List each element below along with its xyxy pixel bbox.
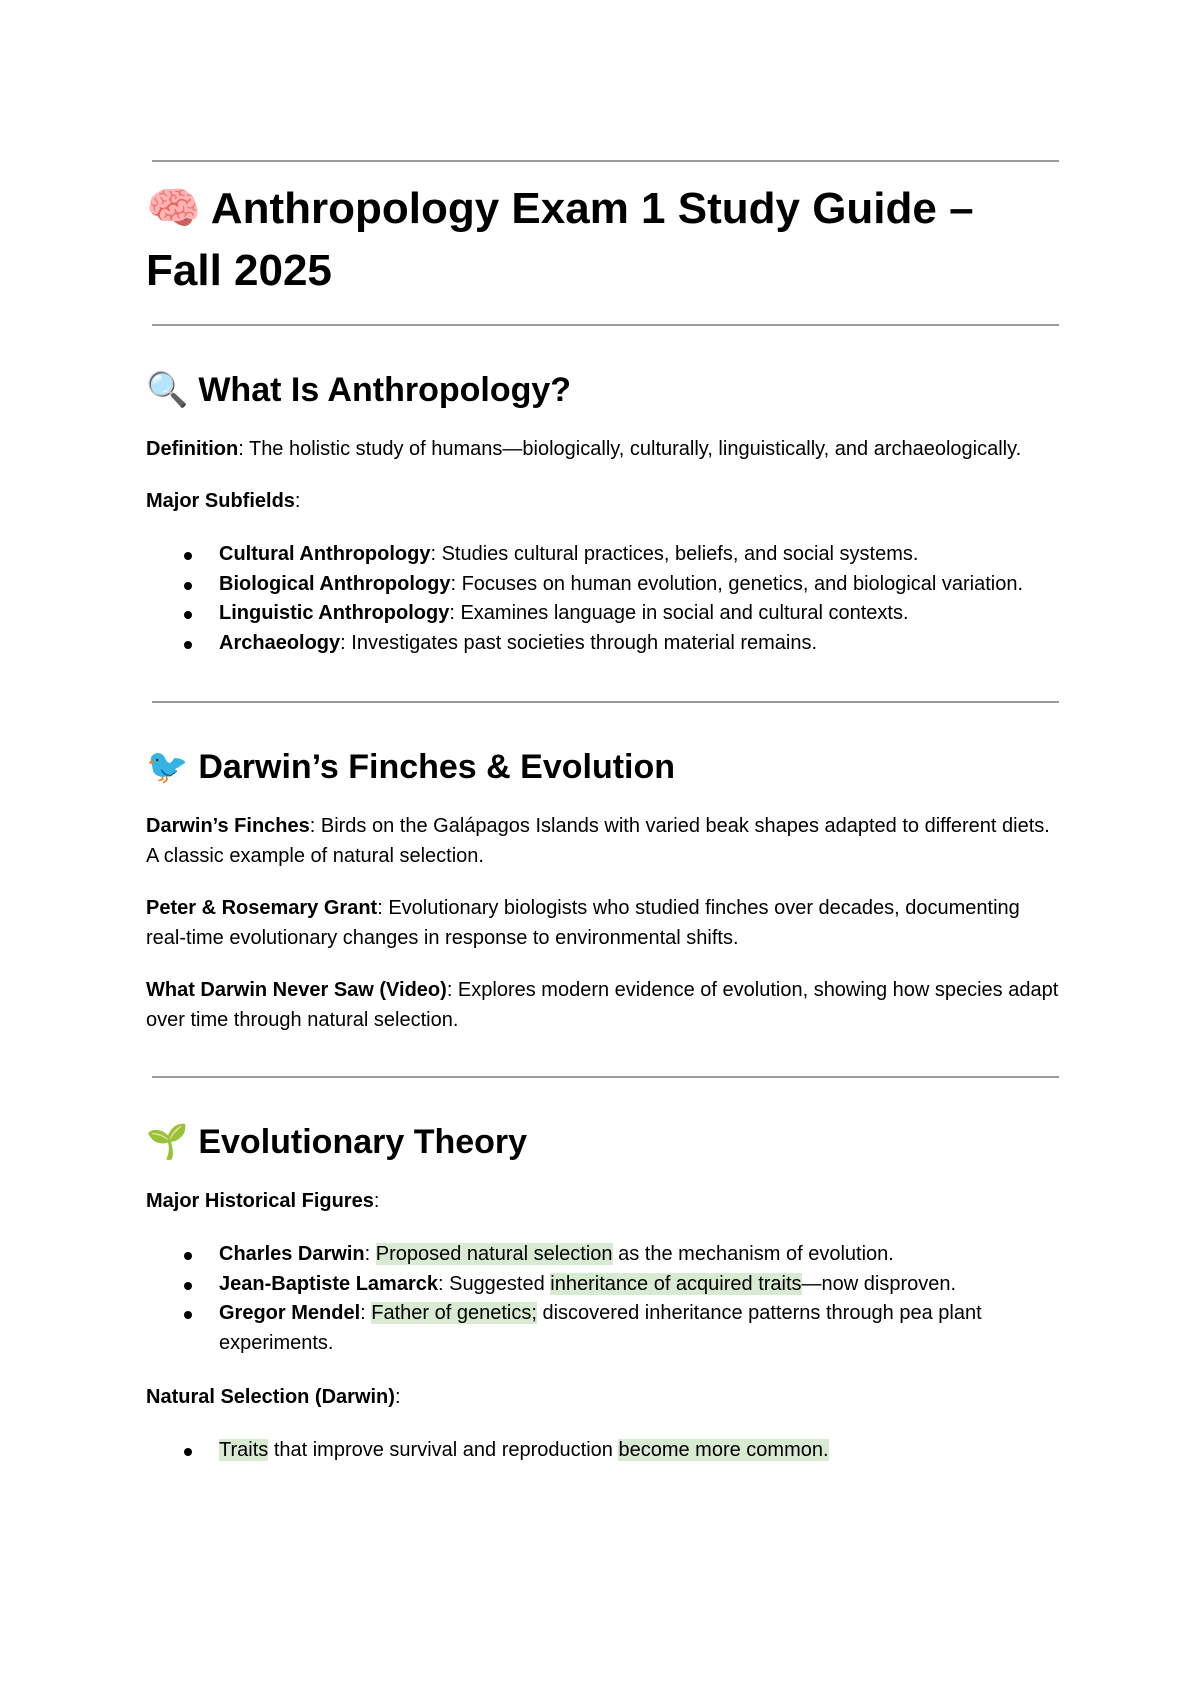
para-text: : Birds on the Galápagos Islands with varied beak shapes adapted to different diets. A classic example of natural selection.	[146, 815, 1050, 867]
natural-selection-list	[146, 1436, 1060, 1466]
page-title	[146, 178, 1060, 302]
figure-term: Gregor Mendel	[219, 1302, 361, 1324]
section-heading-text: Darwin’s Finches & Evolution	[198, 748, 676, 786]
figures-label-paragraph	[146, 1186, 1060, 1216]
title-divider	[152, 324, 1059, 326]
subfields-list	[146, 540, 1060, 658]
section-heading-text: What Is Anthropology?	[198, 371, 572, 409]
section1-divider	[152, 701, 1059, 703]
subfields-label: Major Subfields	[146, 490, 295, 512]
natural-selection-label-paragraph	[146, 1382, 1060, 1412]
definition-label: Definition	[146, 438, 239, 460]
figure-post: discovered inheritance patterns through pea plant experiments.	[219, 1302, 982, 1354]
subfields-colon: :	[294, 490, 301, 512]
highlighted-text: Proposed natural selection	[375, 1243, 613, 1265]
list-item	[219, 1299, 1060, 1358]
list-item	[219, 1270, 1060, 1300]
ns-mid-text: that improve survival and reproduction	[268, 1439, 619, 1461]
highlighted-text: Father of genetics;	[371, 1302, 537, 1324]
section2-divider	[152, 1076, 1059, 1078]
para-term: Darwin’s Finches	[146, 815, 310, 837]
list-item	[219, 1436, 1060, 1466]
subfield-term: Archaeology	[219, 631, 341, 654]
para-text: : Explores modern evidence of evolution, showing how species adapt over time through natural selection.	[146, 979, 1059, 1031]
subfield-desc: : Investigates past societies through material remains.	[340, 631, 818, 654]
video-paragraph	[146, 975, 1060, 1035]
figures-list	[146, 1240, 1060, 1358]
document-page	[146, 160, 1060, 1466]
figure-post: —now disproven.	[801, 1272, 957, 1295]
definition-text: : The holistic study of humans—biologically, culturally, linguistically, and archaeologically.	[238, 438, 1022, 460]
list-item	[219, 540, 1060, 570]
definition-paragraph	[146, 434, 1060, 464]
figure-term: Jean-Baptiste Lamarck	[219, 1272, 438, 1295]
figures-label: Major Historical Figures	[146, 1190, 374, 1212]
subfields-label-paragraph	[146, 486, 1060, 516]
highlighted-text: inheritance of acquired traits	[550, 1272, 802, 1295]
subfield-desc: : Examines language in social and cultural contexts.	[449, 602, 909, 624]
top-divider	[152, 160, 1059, 162]
bird-icon: 🐦	[146, 747, 189, 787]
highlighted-text: Traits	[219, 1439, 269, 1461]
highlighted-text: become more common.	[618, 1439, 829, 1461]
grants-paragraph	[146, 893, 1060, 953]
subfield-term: Cultural Anthropology	[219, 543, 431, 565]
list-item	[219, 1240, 1060, 1270]
figures-colon: :	[373, 1190, 380, 1212]
para-term: What Darwin Never Saw (Video)	[146, 979, 447, 1001]
figure-post: as the mechanism of evolution.	[612, 1243, 894, 1265]
figure-pre: :	[360, 1302, 372, 1324]
subfield-term: Linguistic Anthropology	[219, 602, 450, 624]
figure-term: Charles Darwin	[219, 1243, 365, 1265]
section-heading-what-is-anthropology	[146, 370, 1060, 410]
seedling-icon: 🌱	[146, 1122, 189, 1162]
list-item	[219, 629, 1060, 659]
magnifier-icon: 🔍	[146, 370, 189, 410]
natural-selection-label: Natural Selection (Darwin)	[146, 1386, 395, 1408]
section-heading-text: Evolutionary Theory	[198, 1123, 528, 1161]
finches-paragraph	[146, 811, 1060, 871]
para-term: Peter & Rosemary Grant	[146, 897, 378, 919]
subfield-desc: : Studies cultural practices, beliefs, and social systems.	[430, 543, 919, 565]
section-heading-evolutionary-theory	[146, 1122, 1060, 1162]
subfield-desc: : Focuses on human evolution, genetics, and biological variation.	[450, 572, 1024, 595]
section-heading-darwins-finches	[146, 747, 1060, 787]
figure-pre: : Suggested	[437, 1272, 551, 1295]
list-item	[219, 599, 1060, 629]
list-item	[219, 570, 1060, 600]
para-text: : Evolutionary biologists who studied finches over decades, documenting real-time evolutionary changes in response to environmental shifts.	[146, 897, 1020, 949]
figure-pre: :	[364, 1243, 376, 1265]
brain-icon: 🧠	[146, 183, 201, 234]
page-title-text: Anthropology Exam 1 Study Guide – Fall 2025	[146, 184, 974, 295]
subfield-term: Biological Anthropology	[219, 572, 451, 595]
natural-selection-colon: :	[394, 1386, 401, 1408]
